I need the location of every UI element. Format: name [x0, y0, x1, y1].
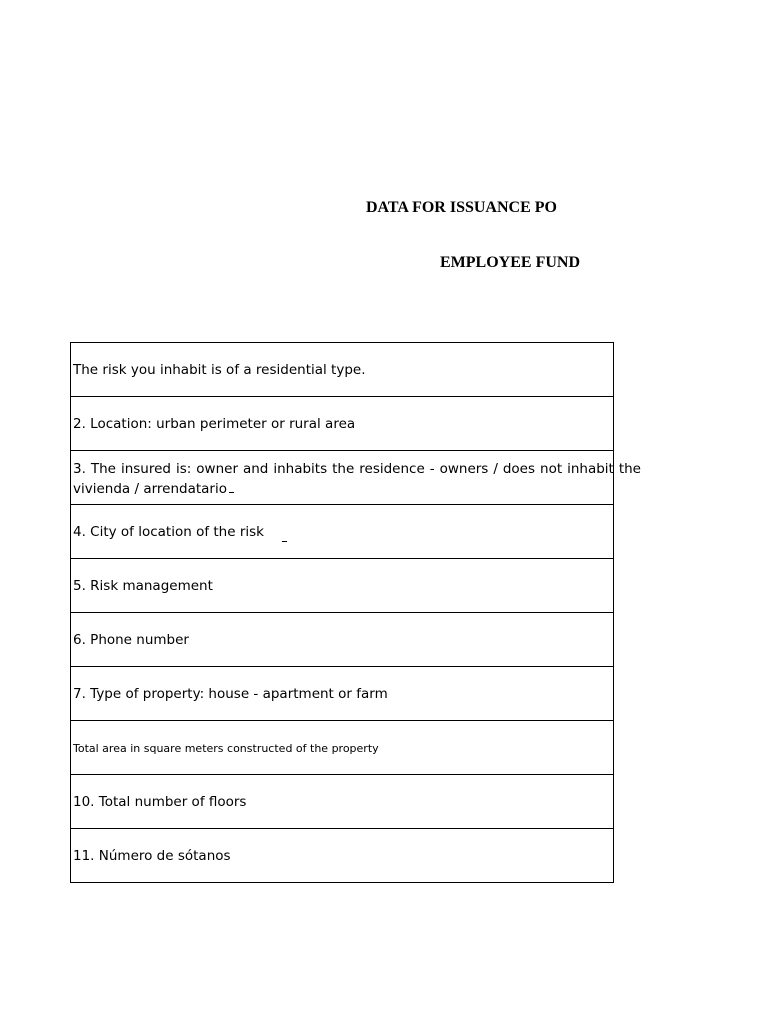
form-row-label	[73, 459, 641, 499]
form-row-basements	[71, 829, 613, 883]
form-row-label-text: 3. The insured is: owner and inhabits the residence - owners / does not inhabit the vivienda / arrendatario	[73, 461, 641, 497]
form-row-label: 7. Type of property: house - apartment or farm	[73, 686, 388, 702]
form-row-label: The risk you inhabit is of a residential type.	[73, 362, 366, 378]
form-row-label: 2. Location: urban perimeter or rural area	[73, 416, 356, 432]
form-row-label: 11. Número de sótanos	[73, 848, 231, 864]
blank-line	[229, 492, 234, 493]
form-row-total-area	[71, 721, 613, 775]
form-row-label: 5. Risk management	[73, 578, 213, 594]
form-table	[70, 342, 641, 883]
form-row-property-type	[71, 667, 613, 721]
form-row-location	[71, 397, 613, 451]
form-row-label: Total area in square meters constructed of the property	[73, 742, 379, 755]
form-row-city	[71, 505, 613, 559]
form-row-label: 10. Total number of floors	[73, 794, 247, 810]
form-row-insured-status	[71, 451, 641, 505]
document-subtitle: EMPLOYEE FUND	[440, 254, 580, 271]
form-row-residential-type	[71, 343, 613, 397]
form-row-risk-management	[71, 559, 613, 613]
document-title: DATA FOR ISSUANCE PO	[366, 199, 557, 216]
form-row-label: 6. Phone number	[73, 632, 189, 648]
blank-line	[282, 541, 287, 542]
form-row-floors	[71, 775, 613, 829]
form-row-label: 4. City of location of the risk	[73, 524, 264, 540]
form-row-phone	[71, 613, 613, 667]
